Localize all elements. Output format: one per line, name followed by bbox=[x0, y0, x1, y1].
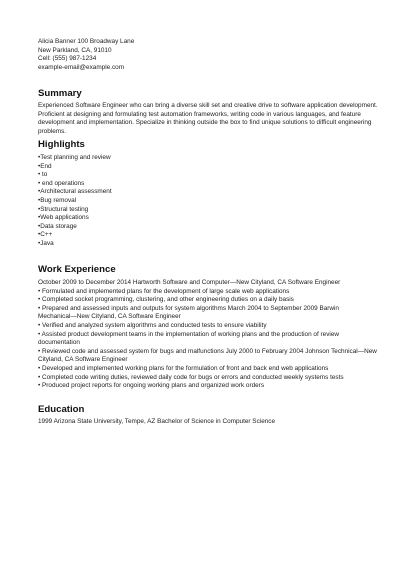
education-text bbox=[38, 418, 368, 427]
work-experience-text bbox=[38, 279, 377, 391]
highlight-item: •Test planning and review bbox=[38, 154, 111, 161]
experience-line: Mechanical—New Cityland, CA Software Engineer bbox=[38, 313, 181, 321]
highlight-item: •Structural testing bbox=[38, 205, 89, 213]
highlight-item: •Java bbox=[38, 239, 54, 247]
summary-line: Proficient at designing and formulating test automation frameworks, writing code in various languages, and feature bbox=[38, 110, 361, 118]
summary-line: Experienced Software Engineer who can bring a diverse skill set and creative drive to software application development. bbox=[38, 102, 378, 109]
work-experience-heading: Work Experience bbox=[38, 264, 116, 275]
experience-line: • Prepared and assessed inputs and outputs for system algorithms March 2004 to September 2009 Barwin bbox=[38, 304, 339, 312]
highlight-item: •Web applications bbox=[38, 214, 89, 222]
contact-city: New Parkland, CA, 91010 bbox=[38, 46, 112, 54]
experience-line: • Completed code writing duties, reviewed daily code for bugs or errors and conducted weekly systems tests bbox=[38, 373, 344, 381]
highlight-item: •Bug removal bbox=[38, 196, 77, 204]
highlights-heading: Highlights bbox=[38, 139, 85, 150]
experience-line: • Reviewed code and assessed system for bugs and malfunctions July 2000 to February 2004 Johnson Technical—New bbox=[38, 347, 377, 355]
highlight-item: •Architectural assessment bbox=[38, 188, 112, 196]
education-line: 1999 Arizona State University, Tempe, AZ Bachelor of Science in Computer Science bbox=[38, 418, 276, 425]
experience-line: documentation bbox=[38, 339, 80, 347]
experience-line: • Developed and implemented working plans for the formulation of front and back end web applications bbox=[38, 364, 329, 372]
highlight-item: •C++ bbox=[38, 231, 53, 239]
experience-line: • Verified and analyzed system algorithms and conducted tests to ensure viability bbox=[38, 321, 267, 329]
contact-phone: Cell: (555) 987-1234 bbox=[38, 55, 97, 63]
highlights-list bbox=[38, 154, 368, 249]
contact-block bbox=[38, 38, 134, 72]
highlight-item: •Data storage bbox=[38, 222, 77, 230]
experience-line: • Completed socket programming, clustering, and other engineering duties on a daily basis bbox=[38, 296, 294, 304]
experience-line: • Formulated and implemented plans for the development of large scale web applications bbox=[38, 287, 290, 295]
experience-line: • Assisted product development teams in the implementation of working plans and the production of review bbox=[38, 330, 339, 338]
highlight-item: •End bbox=[38, 162, 52, 170]
experience-line: • Produced project reports for ongoing working plans and organized work orders bbox=[38, 382, 265, 390]
summary-heading: Summary bbox=[38, 88, 82, 99]
summary-line: problems. bbox=[38, 127, 67, 135]
education-heading: Education bbox=[38, 404, 85, 415]
summary-text bbox=[38, 102, 378, 136]
summary-line: development and implementation. Specialize in thinking outside the box to find unique solutions to difficult engineering bbox=[38, 119, 372, 127]
highlight-item: • end operations bbox=[38, 179, 85, 187]
contact-email: example-email@example.com bbox=[38, 63, 125, 71]
experience-line: Cityland, CA Software Engineer bbox=[38, 356, 128, 364]
highlight-item: • to bbox=[38, 171, 48, 179]
experience-line: October 2009 to December 2014 Hartworth Software and Computer—New Cityland, CA Software Engineer bbox=[38, 279, 341, 286]
contact-name-address: Alicia Banner 100 Broadway Lane bbox=[38, 38, 135, 45]
